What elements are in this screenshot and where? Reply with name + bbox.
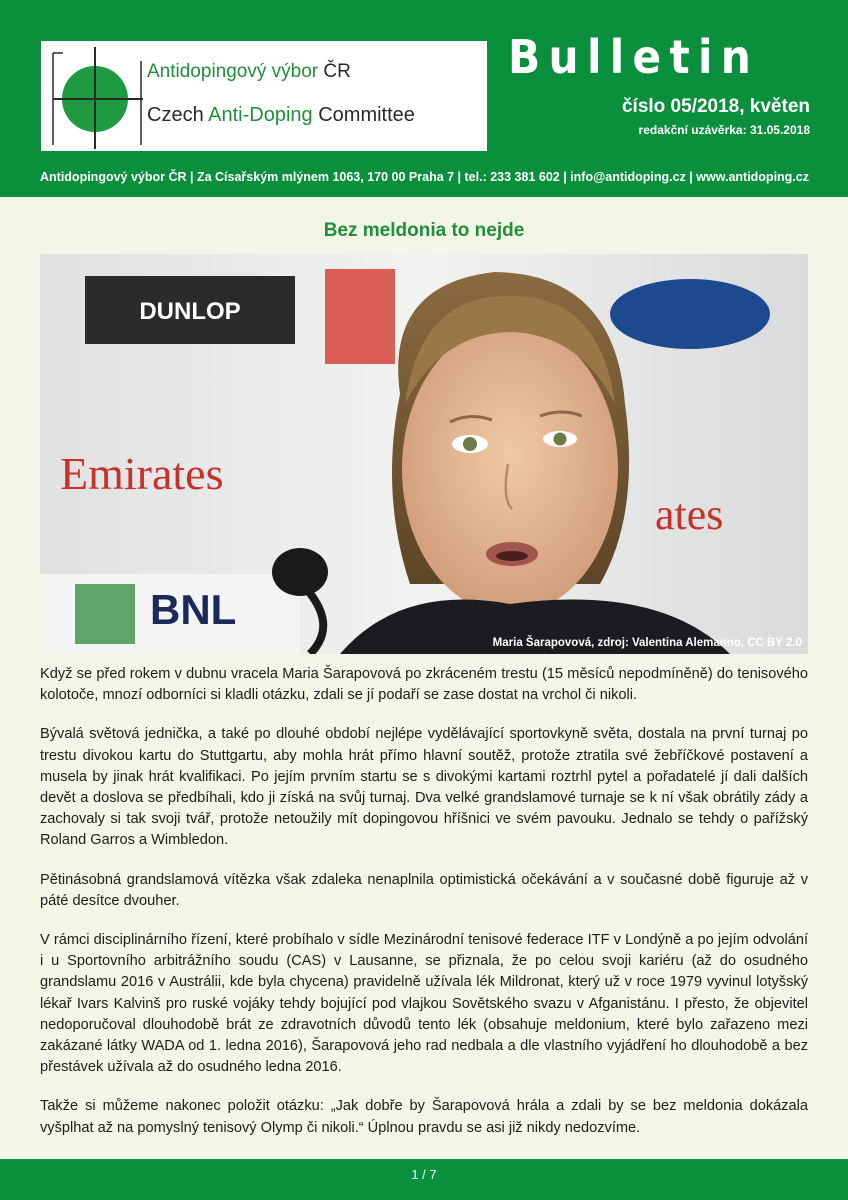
- article-photo: [40, 254, 808, 654]
- bulletin-title: Bulletin: [508, 30, 760, 84]
- photo-illustration: [40, 254, 808, 654]
- paragraph: Pětinásobná grandslamová vítězka však zdaleka nenaplnila optimistická očekávání a v současné době figuruje až v páté desítce dvouher.: [40, 871, 808, 909]
- paragraph: Bývalá světová jednička, a také po dlouhé období nejlépe vydělávající sportovkyně světa, dostala na první turnaj po trestu divokou kartu do Stuttgartu, aby mohla hrát přímo hlavní soutěž, protože ztratila své žebříčkové postavení a musela by jinak hrát kvalifikaci. Po jejím prvním startu se s divokými kartami roztrhl pytel a pořadatelé jí dali dalších devět a doslova se předbíhali, kdo ji získá na svůj turnaj. Dva velké grandslamové turnaje se k ní však obrátily zády a zachovaly si tak svoji tvář, protože netoužily mít dopingovou hříšnici ve svém pavouku. Jednalo se tehdy o pařížský Roland Garros a Wimbledon.: [40, 726, 808, 849]
- logo-name-cz-black: ČR: [323, 61, 351, 82]
- logo-emblem-icon: [41, 41, 487, 151]
- logo-name-en-a: Czech: [147, 104, 209, 126]
- logo: [41, 41, 487, 151]
- logo-name-cz-green: Antidopingový výbor: [147, 61, 324, 82]
- paragraph: Takže si můžeme nakonec položit otázku: „Jak dobře by Šarapovová hrála a zdali by se bez meldonia dokázala vyšplhat až na pomyslný tenisový Olymp či nikoli.“ Úplnou pravdu se asi již nikdy nedozvíme.: [40, 1098, 808, 1136]
- article-title: Bez meldonia to nejde: [323, 220, 525, 241]
- logo-name-en-c: Committee: [312, 104, 415, 126]
- logo-name-en-b: Anti-Doping: [208, 104, 313, 126]
- logo-name-en: [147, 104, 415, 127]
- photo-logo-bnl: BNL: [150, 586, 237, 633]
- page-number: 1 / 7: [411, 1167, 437, 1182]
- photo-logo-emirates: Emirates: [60, 448, 224, 499]
- editorial-deadline: redakční uzávěrka: 31.05.2018: [638, 123, 810, 137]
- photo-logo-dunlop: DUNLOP: [139, 298, 241, 325]
- paragraph: Když se před rokem v dubnu vracela Maria Šarapovová po zkráceném trestu (15 měsíců nepodmíněně) do tenisového kolotoče, mnozí odborníci si kladli otázku, zdali se jí podaří se zase dostat na vrchol či nikoli.: [40, 666, 808, 704]
- logo-name-cz: [147, 61, 351, 83]
- photo-logo-emirates-right: ates: [655, 490, 724, 539]
- footer-band: [0, 1159, 848, 1200]
- paragraph: V rámci disciplinárního řízení, které probíhalo v sídle Mezinárodní tenisové federace ITF v Londýně a po jejím odvolání i u Sportovního arbitrážního soudu (CAS) v Lausanne, se přiznala, že po celou svoji kariéru (až do osudného grandslamu 2016 v Austrálii, kde byla chycena) pravidelně užívala lék Mildronat, který už v roce 1979 vyvinul lotyšský lékař Ivars Kalvinš pro ruské vojáky tehdy bojující pod vlajkou Sovětského svazu v Afganistánu. I přesto, že objevitel nedoporučoval dlouhodobě brát ze zdravotních důvodů tento lék (obsahuje meldonium, které bylo zařazeno mezi zakázané látky WADA od 1. ledna 2016), Šarapovová jeho rad nedbala a dle vlastního vyjádření ho dlouhodobě a bez přestávek užívala až do osudného ledna 2016.: [40, 932, 808, 1076]
- issue-number: číslo 05/2018, květen: [621, 96, 810, 117]
- contact-line: Antidopingový výbor ČR | Za Císařským mlýnem 1063, 170 00 Praha 7 | tel.: 233 381 602 | info@antidoping.cz | www.antidoping.cz: [40, 170, 809, 184]
- article-body: [40, 664, 808, 1157]
- photo-caption: Maria Šarapovová, zdroj: Valentina Alemanno, CC BY 2.0: [492, 637, 802, 649]
- header-band: [0, 0, 848, 197]
